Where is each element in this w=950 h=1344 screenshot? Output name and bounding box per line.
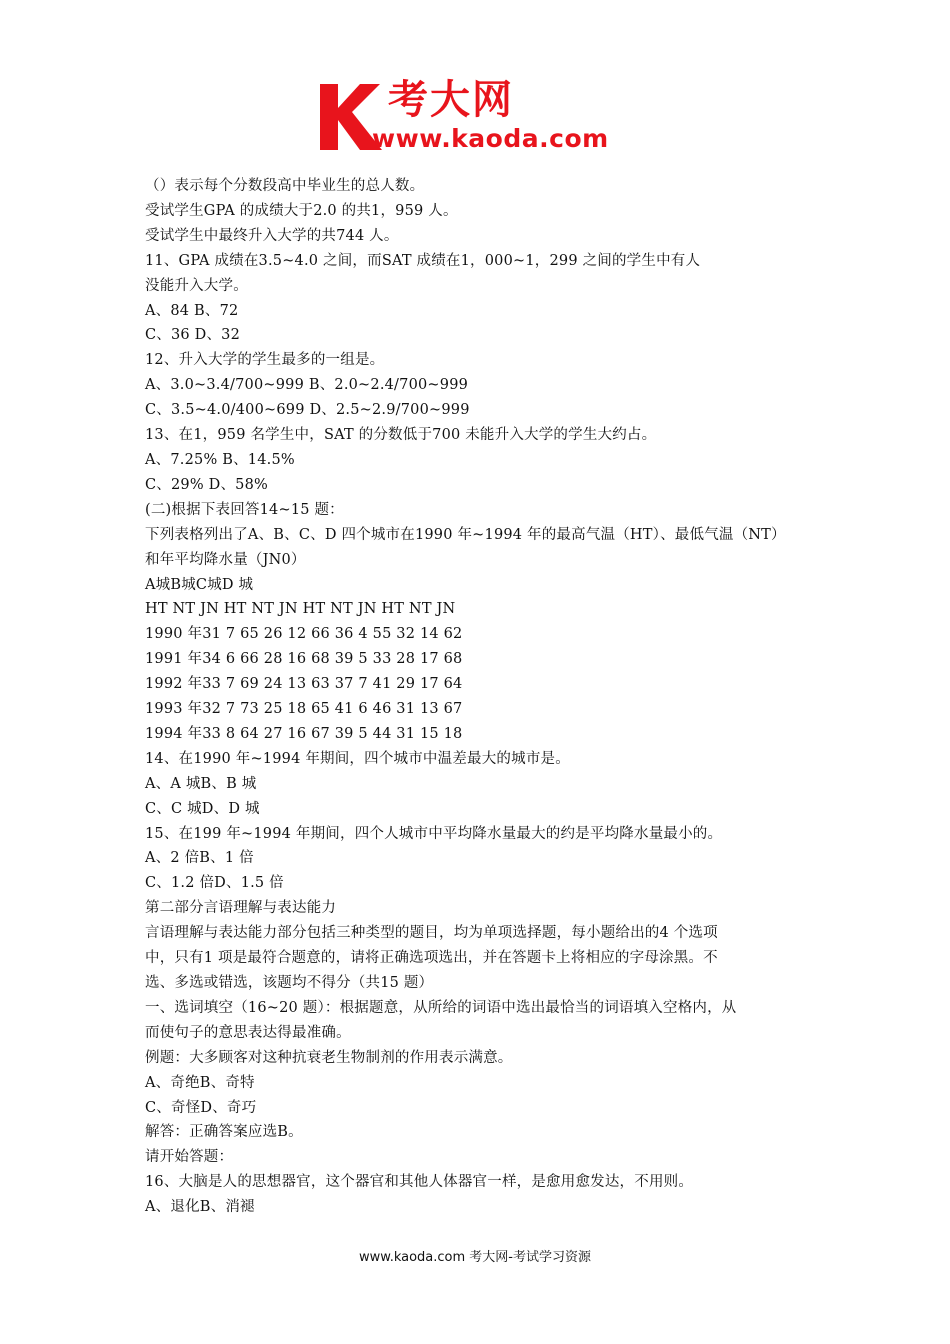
text-line: 没能升入大学。	[145, 277, 248, 294]
question-16: 16、大脑是人的思想器官，这个器官和其他人体器官一样，是愈用愈发达，不用则。	[145, 1174, 694, 1191]
text-line: 而使句子的意思表达得最准确。	[145, 1024, 351, 1041]
example-question: 例题：大多顾客对这种抗衰老生物制剂的作用表示满意。	[145, 1049, 513, 1066]
table-header-cities: A城B城C城D 城	[145, 576, 254, 593]
text-line: 言语理解与表达能力部分包括三种类型的题目，均为单项选择题，每小题给出的4 个选项	[145, 925, 718, 942]
question-11: 11、GPA 成绩在3.5~4.0 之间，而SAT 成绩在1，000~1，299 之间的学生中有人	[145, 252, 701, 269]
text-line: 下列表格列出了A、B、C、D 四个城市在1990 年~1994 年的最高气温（HT）、最低气温（NT）	[145, 526, 786, 543]
text-line: 受试学生GPA 的成绩大于2.0 的共1，959 人。	[145, 202, 458, 219]
answer-options: A、退化B、消褪	[145, 1199, 255, 1216]
table-row: 1993 年32 7 73 25 18 65 41 6 46 31 13 67	[145, 701, 463, 718]
question-12: 12、升入大学的学生最多的一组是。	[145, 352, 385, 369]
document-body	[145, 174, 815, 1220]
section-heading: 第二部分言语理解与表达能力	[145, 900, 337, 917]
answer-options: A、3.0~3.4/700~999 B、2.0~2.4/700~999	[145, 377, 469, 394]
answer-options: A、奇绝B、奇特	[145, 1074, 255, 1091]
answer-options: A、7.25% B、14.5%	[145, 451, 295, 468]
question-13: 13、在1，959 名学生中，SAT 的分数低于700 未能升入大学的学生大约占。	[145, 427, 657, 444]
text-line: 中，只有1 项是最符合题意的，请将正确选项选出，并在答题卡上将相应的字母涂黑。不	[145, 950, 718, 967]
answer-options: A、2 倍B、1 倍	[145, 850, 254, 867]
logo-url: www.kaoda.com	[372, 124, 609, 153]
answer-options: C、29% D、58%	[145, 476, 268, 493]
example-answer: 解答：正确答案应选B。	[145, 1124, 303, 1141]
text-line: 一、选词填空（16~20 题）：根据题意，从所给的词语中选出最恰当的词语填入空格内，从	[145, 999, 737, 1016]
table-row: 1994 年33 8 64 27 16 67 39 5 44 31 15 18	[145, 725, 463, 742]
question-15: 15、在199 年~1994 年期间，四个人城市中平均降水量最大的约是平均降水量最小的。	[145, 825, 723, 842]
answer-options: A、84 B、72	[145, 302, 239, 319]
answer-options: A、A 城B、B 城	[145, 775, 257, 792]
answer-options: C、C 城D、D 城	[145, 800, 260, 817]
text-line: 受试学生中最终升入大学的共744 人。	[145, 227, 399, 244]
table-row: 1990 年31 7 65 26 12 66 36 4 55 32 14 62	[145, 626, 463, 643]
text-line: 请开始答题：	[145, 1149, 234, 1166]
section-heading: (二)根据下表回答14~15 题：	[145, 501, 344, 518]
logo-title: 考大网	[388, 77, 514, 123]
answer-options: C、3.5~4.0/400~699 D、2.5~2.9/700~999	[145, 402, 470, 419]
table-row: 1991 年34 6 66 28 16 68 39 5 33 28 17 68	[145, 651, 463, 668]
text-line: （）表示每个分数段高中毕业生的总人数。	[145, 178, 425, 194]
answer-options: C、1.2 倍D、1.5 倍	[145, 875, 284, 892]
answer-options: C、奇怪D、奇巧	[145, 1099, 257, 1116]
kaoda-logo	[318, 78, 643, 158]
answer-options: C、36 D、32	[145, 327, 241, 344]
question-14: 14、在1990 年~1994 年期间，四个城市中温差最大的城市是。	[145, 750, 570, 767]
table-header-columns: HT NT JN HT NT JN HT NT JN HT NT JN	[145, 601, 456, 618]
page-footer: www.kaoda.com 考大网-考试学习资源	[359, 1250, 591, 1265]
table-row: 1992 年33 7 69 24 13 63 37 7 41 29 17 64	[145, 676, 463, 693]
text-line: 选、多选或错选，该题均不得分（共15 题）	[145, 975, 434, 991]
text-line: 和年平均降水量（JN0）	[145, 551, 306, 568]
